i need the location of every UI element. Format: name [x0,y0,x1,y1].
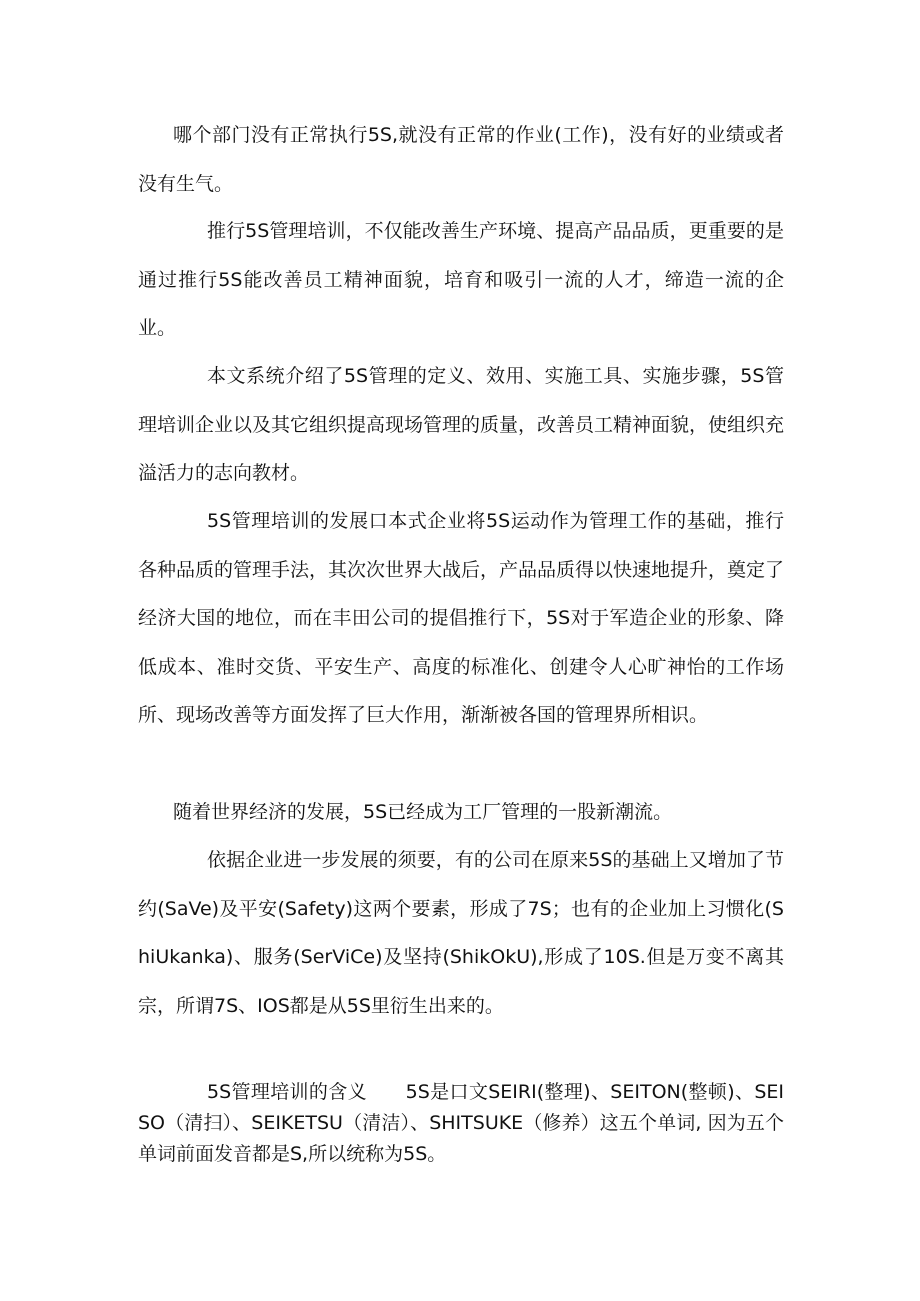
paragraph-4: 5S管理培训的发展口本式企业将5S运动作为管理工作的基础，推行各种品质的管理手法，其次次世界大战后，产品品质得以快速地提升，奠定了经济大国的地位，而在丰田公司的提倡推行下，5S对于军造企业的形象、降低成本、准时交货、平安生产、高度的标准化、创建令人心旷神怡的工作场所、现场改善等方面发挥了巨大作用，渐渐被各国的管理界所相识。 [138,510,785,726]
paragraph-6: 依据企业进一步发展的须要，有的公司在原来5S的基础上又增加了节约(SaVe)及平安(Safety)这两个要素，形成了7S；也有的企业加上习惯化(ShiUkanka)、服务(SerViCe)及坚持(ShikOkU),形成了10S.但是万变不离其宗，所谓7S、IOS都是从5S里衍生出来的。 [138,849,784,1017]
paragraph-7: 5S管理培训的含义 5S是口文SEIRI(整理)、SEITON(整顿)、SEISO（清扫）、SEIKETSU（清洁）、SHITSUKE（修养）这五个单词, 因为五个单词前面发音都是S,所以统称为5S。 [138,1081,784,1165]
paragraph-3: 本文系统介绍了5S管理的定义、效用、实施工具、实施步骤，5S管理培训企业以及其它组织提高现场管理的质量，改善员工精神面貌，使组织充溢活力的志向教材。 [138,365,785,484]
paragraph-1: 哪个部门没有正常执行5S,就没有正常的作业(工作)，没有好的业绩或者没有生气。 [138,124,784,195]
paragraph-5: 随着世界经济的发展，5S已经成为工厂管理的一股新潮流。 [173,801,673,823]
paragraph-2: 推行5S管理培训，不仅能改善生产环境、提高产品品质，更重要的是通过推行5S能改善员工精神面貌，培育和吸引一流的人才，缔造一流的企业。 [138,220,784,339]
